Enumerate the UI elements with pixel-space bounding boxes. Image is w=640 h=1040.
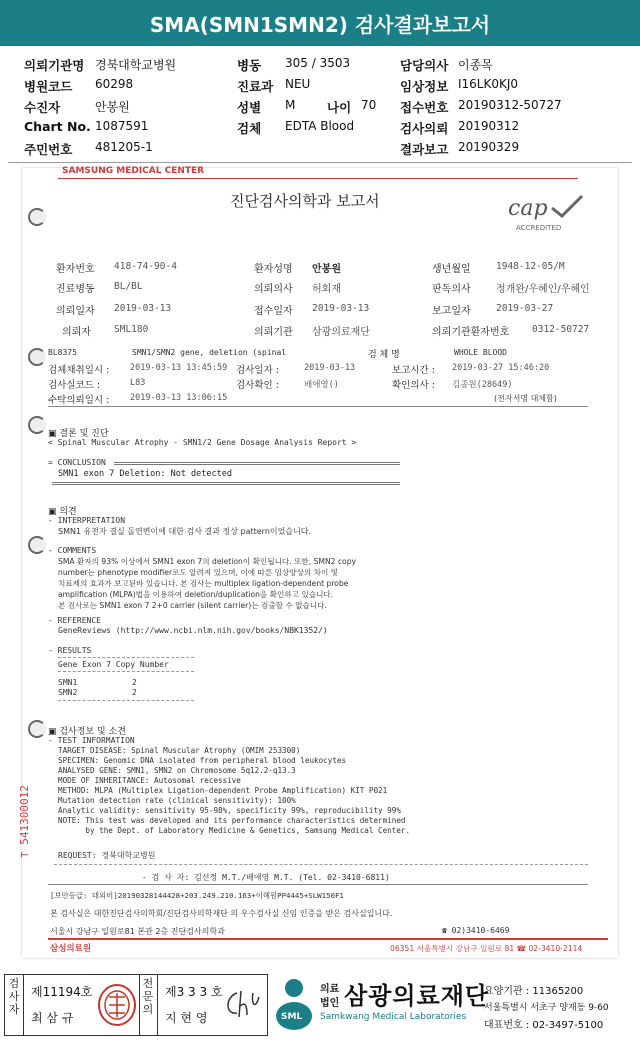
signature-box xyxy=(4,974,268,1036)
org-tag-2: 법인 xyxy=(320,998,340,1009)
label-chart-no: Chart No. xyxy=(24,119,91,134)
value-receipt-no: 20190312-50727 xyxy=(458,98,562,112)
scan-label-birth: 생년월일 xyxy=(432,264,471,275)
sml-logo-text: SML xyxy=(281,1012,303,1022)
request-text: REQUEST: 경북대학교병원 xyxy=(58,851,156,860)
testinfo-heading: ▣ 검사정보 및 소견 xyxy=(48,727,126,737)
conclusion-heading: ▣ 결론 및 진단 xyxy=(48,429,109,439)
scan-value-birth: 1948-12-05/M xyxy=(496,261,565,272)
examiner-name-1: 최 삼 규 xyxy=(31,1011,74,1025)
conclusion-subtitle: < Spinal Muscular Atrophy - SMN1/2 Gene Dosage Analysis Report > xyxy=(48,438,357,447)
label-department: 진료과 xyxy=(237,79,274,94)
testinfo-line-6: Mutation detection rate (clinical sensitivity): 100% xyxy=(58,796,296,805)
label-resident-no: 주민번호 xyxy=(24,142,73,157)
org-info-phone: 대표번호 : 02-3497-5100 xyxy=(484,1020,604,1031)
lab-phone: ☎ 02)3410-6469 xyxy=(442,926,510,935)
label-clinical-info: 임상정보 xyxy=(400,79,449,94)
testinfo-line-9: by the Dept. of Laboratory Medicine & Genetics, Samsung Medical Center. xyxy=(58,826,411,835)
cap-accredited: ACCREDITED xyxy=(516,224,562,232)
testinfo-line-2: SPECIMEN: Genomic DNA isolated from peripheral blood leukocytes xyxy=(58,756,347,765)
report-title-bar xyxy=(0,0,640,46)
sml-logo-icon xyxy=(272,976,316,1032)
label-receipt-no: 접수번호 xyxy=(400,100,449,115)
label-request-date: 검사의뢰 xyxy=(400,121,449,136)
testinfo-label: - TEST INFORMATION xyxy=(48,736,135,745)
bottom-brand: 삼성의료원 xyxy=(50,944,92,954)
comments-line-2: number는 phenotype modifier로도 알려져 있으며, 이에 따른 임상양상의 차이 및 xyxy=(58,568,339,577)
comments-line-1: SMA 환자의 93% 이상에서 SMN1 exon 7의 deletion이 확인됩니다. 또한, SMN2 copy xyxy=(58,557,357,566)
label-specimen: 검체 xyxy=(237,121,262,136)
value-chart-no: 1087591 xyxy=(95,119,149,133)
meta-value-confirm-doctor: 김종원(28649) xyxy=(452,380,513,390)
footer xyxy=(0,970,640,1040)
reference-text: GeneReviews (http://www.ncbi.nlm.nih.gov/books/NBK1352/) xyxy=(58,626,328,635)
bottom-address: 06351 서울특별시 강남구 일원로 81 ☎ 02-3410-2114 xyxy=(390,944,583,953)
value-sex: M xyxy=(285,98,296,112)
value-ward: 305 / 3503 xyxy=(285,56,351,70)
value-age: 70 xyxy=(361,98,377,112)
comments-label: - COMMENTS xyxy=(48,546,97,555)
license-number-1: 제11194호 xyxy=(31,985,93,999)
cap-check-icon xyxy=(550,194,584,218)
scan-label-ward: 진료병동 xyxy=(56,284,95,295)
scan-label-org-patient-no: 의뢰기관환자번호 xyxy=(432,327,510,338)
value-patient: 안봉원 xyxy=(95,100,130,114)
meta-value-entrust: 2019-03-13 13:06:15 xyxy=(130,393,228,403)
results-label: - RESULTS xyxy=(48,646,92,655)
label-age: 나이 xyxy=(327,100,352,115)
security-text: [보안등급: 대외비]20190328144428+203.249.210.163+이혜원PP4445+SLW150F1 xyxy=(50,891,344,900)
scan-value-patient-name: 안봉원 xyxy=(312,264,341,275)
examiner-rule xyxy=(48,884,588,885)
exam-name: SMN1/SMN2 gene, deletion (spinal xyxy=(132,348,287,357)
meta-label-lab-code: 검사실코드 : xyxy=(48,380,101,391)
scan-top-brand: SAMSUNG MEDICAL CENTER xyxy=(62,166,205,176)
scan-value-request-date: 2019-03-13 xyxy=(114,303,172,314)
testinfo-line-4: MODE OF INHERITANCE: Autosomal recessive xyxy=(58,776,241,785)
scan-label-patient-no: 환자번호 xyxy=(56,264,95,275)
meta-label-collect: 검체채취일시 : xyxy=(48,365,110,376)
value-report-date: 20190329 xyxy=(458,140,520,154)
label-report-date: 결과보고 xyxy=(400,142,449,157)
value-request-date: 20190312 xyxy=(458,119,520,133)
comments-line-4: amplification (MLPA)법을 이용하여 deletion/duplication을 확인하고 있습니다. xyxy=(58,590,334,599)
org-name: 삼광의료재단 xyxy=(344,982,490,1010)
result-gene-smn2: SMN2 xyxy=(58,688,78,697)
scan-value-org-patient-no: 0312-50727 xyxy=(532,324,590,335)
value-hospital-code: 60298 xyxy=(95,77,134,91)
specialist-vertical-label: 전문의 xyxy=(142,977,154,1016)
punch-hole xyxy=(28,536,46,554)
punch-hole xyxy=(28,348,46,366)
side-serial-number: ⊤ 541300012 xyxy=(18,785,31,858)
result-gene-smn1: SMN1 xyxy=(58,678,78,687)
scan-value-receipt-date: 2019-03-13 xyxy=(312,303,370,314)
punch-hole xyxy=(28,416,46,434)
meta-label-entrust: 수탁의뢰일시 : xyxy=(48,395,110,406)
examiner-text: - 검 사 자: 김선정 M.T./배애영 M.T. (Tel. 02-3410-6811) xyxy=(142,873,390,882)
scanned-report xyxy=(18,166,618,958)
opinion-heading: ▣ 의견 xyxy=(48,507,77,517)
header-divider xyxy=(8,162,632,163)
scan-label-report-date: 보고일자 xyxy=(432,306,471,317)
label-doctor: 담당의사 xyxy=(400,58,449,73)
value-resident-no: 481205-1 xyxy=(95,140,153,154)
scan-label-reading-doctor: 판독의사 xyxy=(432,284,471,295)
scan-label-requester: 의뢰자 xyxy=(62,327,91,338)
conclusion-label: = CONCLUSION xyxy=(48,458,106,467)
sig-divider xyxy=(139,975,140,1035)
scan-doc-title: 진단검사의학과 보고서 xyxy=(230,192,380,210)
sig-divider xyxy=(157,975,158,1035)
scan-label-ordering-doctor: 의뢰의사 xyxy=(254,284,293,295)
punch-hole xyxy=(28,720,46,738)
scan-label-request-date: 의뢰일자 xyxy=(56,306,95,317)
org-info-address: 서울특별시 서초구 양재동 9-60 xyxy=(484,1003,609,1013)
scan-value-requester: SML180 xyxy=(114,324,149,335)
scan-top-rule xyxy=(58,178,578,179)
org-info-code: 요양기관 : 11365200 xyxy=(484,986,584,997)
label-patient: 수진자 xyxy=(24,100,61,115)
cap-logo: cap xyxy=(508,196,548,221)
comments-line-3: 치료제의 효과가 보고된바 있습니다. 본 검사는 multiplex ligation-dependent probe xyxy=(58,579,349,588)
punch-hole xyxy=(28,208,46,226)
testinfo-line-3: ANALYSED GENE: SMN1, SMN2 on Chromosome 5q12.2-q13.3 xyxy=(58,766,296,775)
license-number-2: 제3 3 3 호 xyxy=(165,985,223,999)
meta-value-lab-code: L83 xyxy=(130,378,146,388)
signature-icon xyxy=(223,989,261,1021)
exam-code: BL8375 xyxy=(48,348,77,357)
results-header: Gene Exon 7 Copy Number xyxy=(58,660,169,669)
result-copies-smn1: 2 xyxy=(132,678,137,687)
results-rule-bottom xyxy=(58,700,194,701)
meta-rule xyxy=(48,406,588,407)
lab-address: 서울시 강남구 일원로81 본관 2층 진단검사의학과 xyxy=(50,927,225,936)
reference-label: - REFERENCE xyxy=(48,616,101,625)
label-hospital: 의뢰기관명 xyxy=(24,58,85,73)
scan-label-receipt-date: 접수일자 xyxy=(254,306,293,317)
meta-label-report-time: 보고시간 : xyxy=(392,365,435,376)
bottom-red-rule xyxy=(48,938,608,940)
conclusion-text: SMN1 exon 7 Deletion: Not detected xyxy=(58,469,232,479)
testinfo-line-1: TARGET DISEASE: Spinal Muscular Atrophy (OMIM 253300) xyxy=(58,746,301,755)
examiner-vertical-label: 검사자 xyxy=(8,977,20,1016)
value-department: NEU xyxy=(285,77,311,91)
scan-value-report-date: 2019-03-27 xyxy=(496,303,554,314)
conclusion-rule-top xyxy=(114,462,400,465)
org-tag-1: 의료 xyxy=(320,984,340,995)
report-title: SMA(SMN1SMN2) 검사결과보고서 xyxy=(149,12,491,37)
results-rule-top xyxy=(58,657,194,658)
meta-label-confirm-doctor: 확인의사 : xyxy=(392,380,435,391)
specialist-name: 지 현 영 xyxy=(165,1011,208,1025)
meta-value-report-time: 2019-03-27 15:46:20 xyxy=(452,363,550,373)
scan-label-patient-name: 환자성명 xyxy=(254,264,293,275)
testinfo-line-8: NOTE: This test was developed and its performance characteristics determined xyxy=(58,816,406,825)
patient-info-panel xyxy=(0,50,640,155)
results-rule-mid xyxy=(58,671,194,672)
specimen-value: WHOLE BLOOD xyxy=(454,348,507,357)
meta-label-test-confirm: 검사확인 : xyxy=(236,380,279,391)
conclusion-rule-bottom xyxy=(52,482,400,485)
label-sex: 성별 xyxy=(237,100,262,115)
scan-value-reading-doctor: 정개완/우혜인/우혜인 xyxy=(496,284,590,295)
scan-value-ordering-doctor: 허회재 xyxy=(312,284,341,295)
meta-value-test-date: 2019-03-13 xyxy=(304,363,356,373)
esign-note: (전자서명 대체함) xyxy=(494,394,557,403)
cert-text: 본 검사실은 대한진단검사의학회/진단검사의학재단 의 우수검사실 신임 인증을 받은 검사실입니다. xyxy=(50,909,393,918)
request-rule xyxy=(54,864,588,865)
meta-label-test-date: 검사일자 : xyxy=(236,365,279,376)
label-hospital-code: 병원코드 xyxy=(24,79,73,94)
value-specimen: EDTA Blood xyxy=(285,119,355,133)
meta-value-collect: 2019-03-13 13:45:59 xyxy=(130,363,228,373)
scan-value-patient-no: 418-74-90-4 xyxy=(114,261,177,272)
seal-stamp-icon xyxy=(97,983,137,1027)
value-hospital: 경북대학교병원 xyxy=(95,58,177,72)
interpretation-label: - INTERPRETATION xyxy=(48,516,126,525)
comments-line-5: 본 검사로는 SMN1 exon 7 2+0 carrier (silent carrier)는 검출할 수 없습니다. xyxy=(58,601,327,610)
value-doctor: 이종목 xyxy=(458,58,493,72)
result-copies-smn2: 2 xyxy=(132,688,137,697)
scan-value-ward: BL/BL xyxy=(114,281,143,292)
org-english-name: Samkwang Medical Laboratories xyxy=(320,1012,467,1022)
interpretation-text: SMN1 유전자 결실 돌연변이에 대한 검사 결과 정상 pattern이었습니다. xyxy=(58,527,312,536)
meta-value-test-confirm: 배애영() xyxy=(304,380,339,390)
scan-label-requesting-org: 의뢰기관 xyxy=(254,327,293,338)
sig-divider xyxy=(23,975,24,1035)
value-clinical-info: I16LK0KJ0 xyxy=(458,77,519,91)
label-ward: 병동 xyxy=(237,58,262,73)
testinfo-line-5: METHOD: MLPA (Multiplex Ligation-dependent Probe Amplification) KIT P021 xyxy=(58,786,388,795)
scan-value-requesting-org: 삼광의료재단 xyxy=(312,327,370,338)
specimen-label: 검 체 명 xyxy=(368,350,400,360)
testinfo-line-7: Analytic validity: sensitivity 95-98%, specificity 99%, reproducibility 99% xyxy=(58,806,401,815)
